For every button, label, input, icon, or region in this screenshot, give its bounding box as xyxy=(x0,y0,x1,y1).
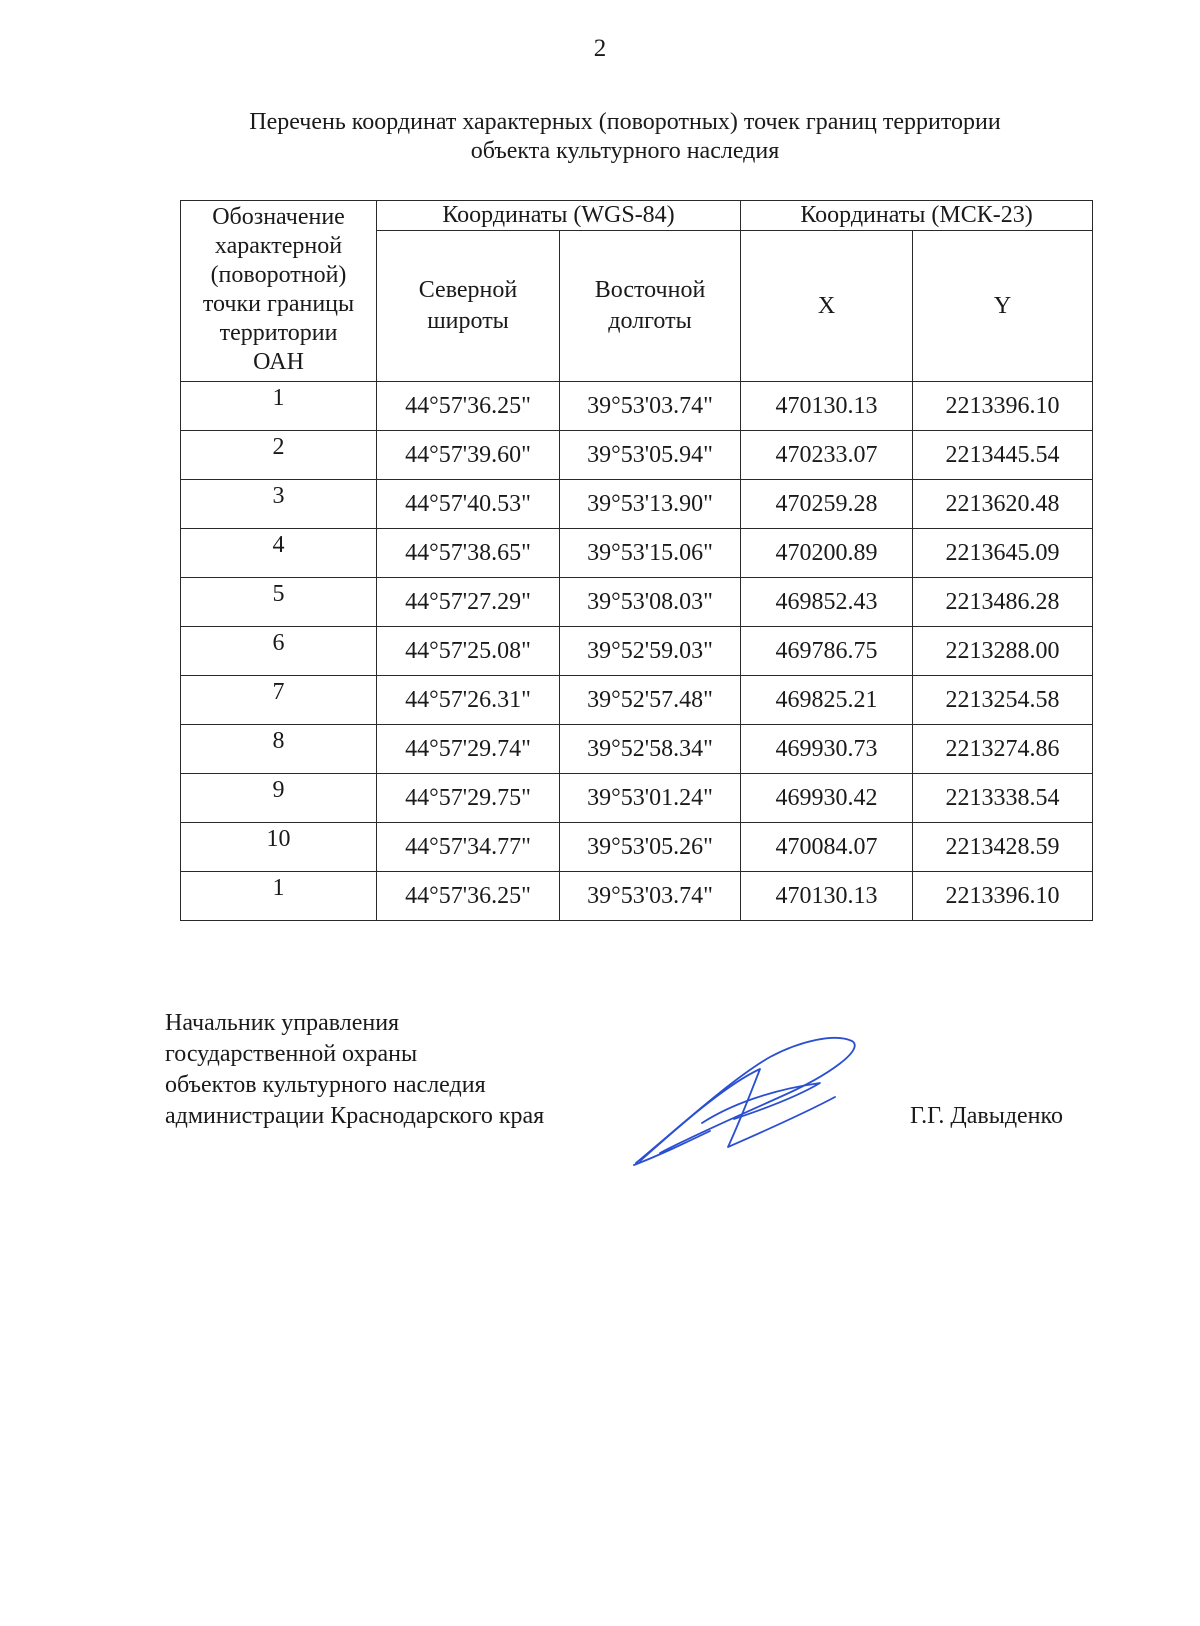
cell-east-longitude: 39°52'59.03" xyxy=(560,627,741,676)
cell-north-latitude: 44°57'36.25" xyxy=(377,382,560,431)
signatory-position-line: Начальник управления xyxy=(165,1010,400,1036)
table-row xyxy=(181,774,1093,823)
cell-point-number: 1 xyxy=(181,872,377,921)
header-line: Обозначение xyxy=(212,204,345,230)
cell-y: 2213396.10 xyxy=(913,382,1093,431)
table-row xyxy=(181,529,1093,578)
signatory-position-line: объектов культурного наследия xyxy=(165,1072,486,1098)
header-wgs84-group: Координаты (WGS-84) xyxy=(377,201,741,231)
cell-x: 470233.07 xyxy=(741,431,913,480)
signature-stroke xyxy=(702,1083,820,1123)
signatory-position-line: администрации Краснодарского края xyxy=(165,1103,545,1129)
table-row xyxy=(181,676,1093,725)
cell-y: 2213620.48 xyxy=(913,480,1093,529)
header-east-longitude xyxy=(560,231,741,382)
header-line: ОАН xyxy=(253,349,304,375)
cell-x: 469825.21 xyxy=(741,676,913,725)
cell-x: 469930.42 xyxy=(741,774,913,823)
cell-north-latitude: 44°57'38.65" xyxy=(377,529,560,578)
cell-point-number: 4 xyxy=(181,529,377,578)
cell-point-number: 6 xyxy=(181,627,377,676)
cell-point-number: 3 xyxy=(181,480,377,529)
cell-east-longitude: 39°53'15.06" xyxy=(560,529,741,578)
header-x: X xyxy=(741,231,913,382)
cell-east-longitude: 39°53'05.94" xyxy=(560,431,741,480)
cell-y: 2213254.58 xyxy=(913,676,1093,725)
cell-north-latitude: 44°57'29.75" xyxy=(377,774,560,823)
cell-point-number: 5 xyxy=(181,578,377,627)
cell-x: 469786.75 xyxy=(741,627,913,676)
cell-x: 470130.13 xyxy=(741,382,913,431)
cell-y: 2213645.09 xyxy=(913,529,1093,578)
header-line: характерной xyxy=(214,233,343,259)
cell-east-longitude: 39°53'03.74" xyxy=(560,872,741,921)
header-line: Восточной xyxy=(594,277,706,303)
header-line: широты xyxy=(427,308,509,334)
signature-stroke xyxy=(640,1069,835,1161)
cell-y: 2213428.59 xyxy=(913,823,1093,872)
table-row xyxy=(181,872,1093,921)
cell-x: 469930.73 xyxy=(741,725,913,774)
cell-north-latitude: 44°57'26.31" xyxy=(377,676,560,725)
cell-east-longitude: 39°53'03.74" xyxy=(560,382,741,431)
page-number: 2 xyxy=(593,35,607,62)
cell-north-latitude: 44°57'29.74" xyxy=(377,725,560,774)
document-title xyxy=(150,108,1100,166)
coordinates-table xyxy=(180,200,1093,921)
cell-y: 2213486.28 xyxy=(913,578,1093,627)
table-row xyxy=(181,627,1093,676)
cell-east-longitude: 39°53'13.90" xyxy=(560,480,741,529)
table-row xyxy=(181,431,1093,480)
table-row xyxy=(181,725,1093,774)
cell-y: 2213396.10 xyxy=(913,872,1093,921)
table-row xyxy=(181,823,1093,872)
header-line: точки границы xyxy=(202,291,355,317)
signature-stroke xyxy=(636,1038,855,1163)
signatory-name: Г.Г. Давыденко xyxy=(910,1103,1063,1129)
cell-north-latitude: 44°57'25.08" xyxy=(377,627,560,676)
cell-x: 470200.89 xyxy=(741,529,913,578)
cell-x: 470259.28 xyxy=(741,480,913,529)
cell-y: 2213445.54 xyxy=(913,431,1093,480)
cell-x: 470084.07 xyxy=(741,823,913,872)
cell-point-number: 1 xyxy=(181,382,377,431)
cell-east-longitude: 39°52'58.34" xyxy=(560,725,741,774)
signatory-position-line: государственной охраны xyxy=(165,1041,418,1067)
document-title-line: объекта культурного наследия xyxy=(470,138,780,164)
cell-point-number: 2 xyxy=(181,431,377,480)
handwritten-signature xyxy=(630,1035,870,1175)
cell-east-longitude: 39°52'57.48" xyxy=(560,676,741,725)
table-row xyxy=(181,382,1093,431)
cell-y: 2213338.54 xyxy=(913,774,1093,823)
cell-y: 2213288.00 xyxy=(913,627,1093,676)
cell-y: 2213274.86 xyxy=(913,725,1093,774)
cell-x: 470130.13 xyxy=(741,872,913,921)
header-point-designation xyxy=(181,201,377,382)
cell-north-latitude: 44°57'39.60" xyxy=(377,431,560,480)
cell-north-latitude: 44°57'27.29" xyxy=(377,578,560,627)
cell-point-number: 10 xyxy=(181,823,377,872)
cell-east-longitude: 39°53'05.26" xyxy=(560,823,741,872)
header-line: долготы xyxy=(608,308,692,334)
table-row xyxy=(181,578,1093,627)
header-line: территории xyxy=(219,320,338,346)
document-title-line: Перечень координат характерных (поворотных) точек границ территории xyxy=(249,109,1001,135)
cell-point-number: 8 xyxy=(181,725,377,774)
signatory-position xyxy=(165,1008,544,1132)
coordinates-table-body xyxy=(181,382,1093,921)
cell-x: 469852.43 xyxy=(741,578,913,627)
header-north-latitude xyxy=(377,231,560,382)
signature-stroke xyxy=(634,1131,710,1165)
header-line: (поворотной) xyxy=(210,262,347,288)
cell-east-longitude: 39°53'08.03" xyxy=(560,578,741,627)
cell-east-longitude: 39°53'01.24" xyxy=(560,774,741,823)
header-y: Y xyxy=(913,231,1093,382)
cell-north-latitude: 44°57'40.53" xyxy=(377,480,560,529)
cell-point-number: 7 xyxy=(181,676,377,725)
header-line: Северной xyxy=(418,277,518,303)
cell-north-latitude: 44°57'36.25" xyxy=(377,872,560,921)
cell-point-number: 9 xyxy=(181,774,377,823)
table-row xyxy=(181,480,1093,529)
header-msk23-group: Координаты (МСК-23) xyxy=(741,201,1093,231)
cell-north-latitude: 44°57'34.77" xyxy=(377,823,560,872)
